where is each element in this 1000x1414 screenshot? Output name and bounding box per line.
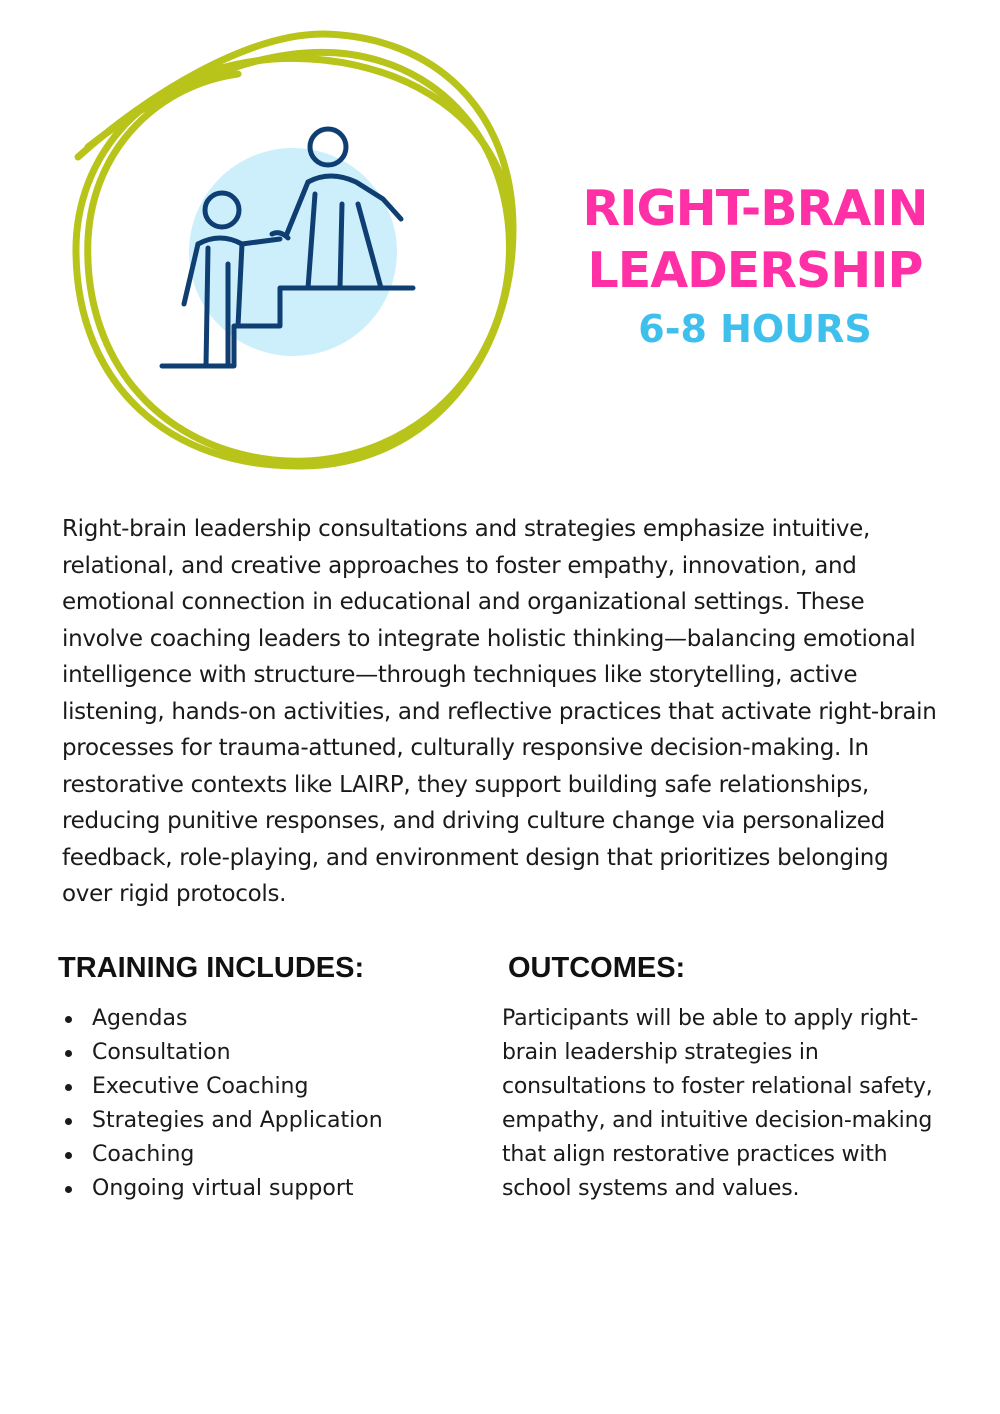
list-item: [62, 1138, 482, 1172]
list-item: [62, 1002, 482, 1036]
title-line-2: LEADERSHIP: [587, 242, 923, 299]
list-item-label: Coaching: [92, 1142, 195, 1167]
outcomes-heading: OUTCOMES:: [508, 952, 686, 984]
illustration: [58, 14, 528, 479]
title-line-1: RIGHT-BRAIN: [582, 180, 928, 237]
list-item: [62, 1104, 482, 1138]
training-list: [62, 1002, 482, 1206]
bullet-icon: [65, 1152, 72, 1159]
bullet-icon: [65, 1016, 72, 1023]
bullet-icon: [65, 1050, 72, 1057]
list-item: [62, 1172, 482, 1206]
list-item: [62, 1070, 482, 1104]
list-item-label: Consultation: [92, 1040, 231, 1065]
list-item-label: Executive Coaching: [92, 1074, 309, 1099]
training-heading: TRAINING INCLUDES:: [58, 952, 365, 984]
title-block: [540, 178, 970, 356]
list-item-label: Agendas: [92, 1006, 188, 1031]
people-climbing-stairs-helping-hand-icon: [162, 129, 413, 366]
description-paragraph: Right-brain leadership consultations and strategies emphasize intuitive, relational, and creative approaches to foster empathy, innovation, and emotional connection in educational and organizational settings. These involve coaching leaders to integrate holistic thinking—balancing emotional intelligence with structure—through techniques like storytelling, active listening, hands-on activities, and reflective practices that activate right-brain processes for trauma-attuned, culturally responsive decision-making. In restorative contexts like LAIRP, they support building safe relationships, reducing punitive responses, and driving culture change via personalized feedback, role-playing, and environment design that prioritizes belonging over rigid protocols.: [62, 516, 937, 907]
bullet-icon: [65, 1084, 72, 1091]
list-item-label: Ongoing virtual support: [92, 1176, 354, 1201]
duration-label: 6-8 HOURS: [638, 307, 872, 351]
bullet-icon: [65, 1118, 72, 1125]
outcomes-paragraph: Participants will be able to apply right-brain leadership strategies in consultations to foster relational safety, empathy, and intuitive decision-making that align restorative practices with school systems and values.: [502, 1006, 933, 1201]
list-item: [62, 1036, 482, 1070]
list-item-label: Strategies and Application: [92, 1108, 383, 1133]
bullet-icon: [65, 1186, 72, 1193]
